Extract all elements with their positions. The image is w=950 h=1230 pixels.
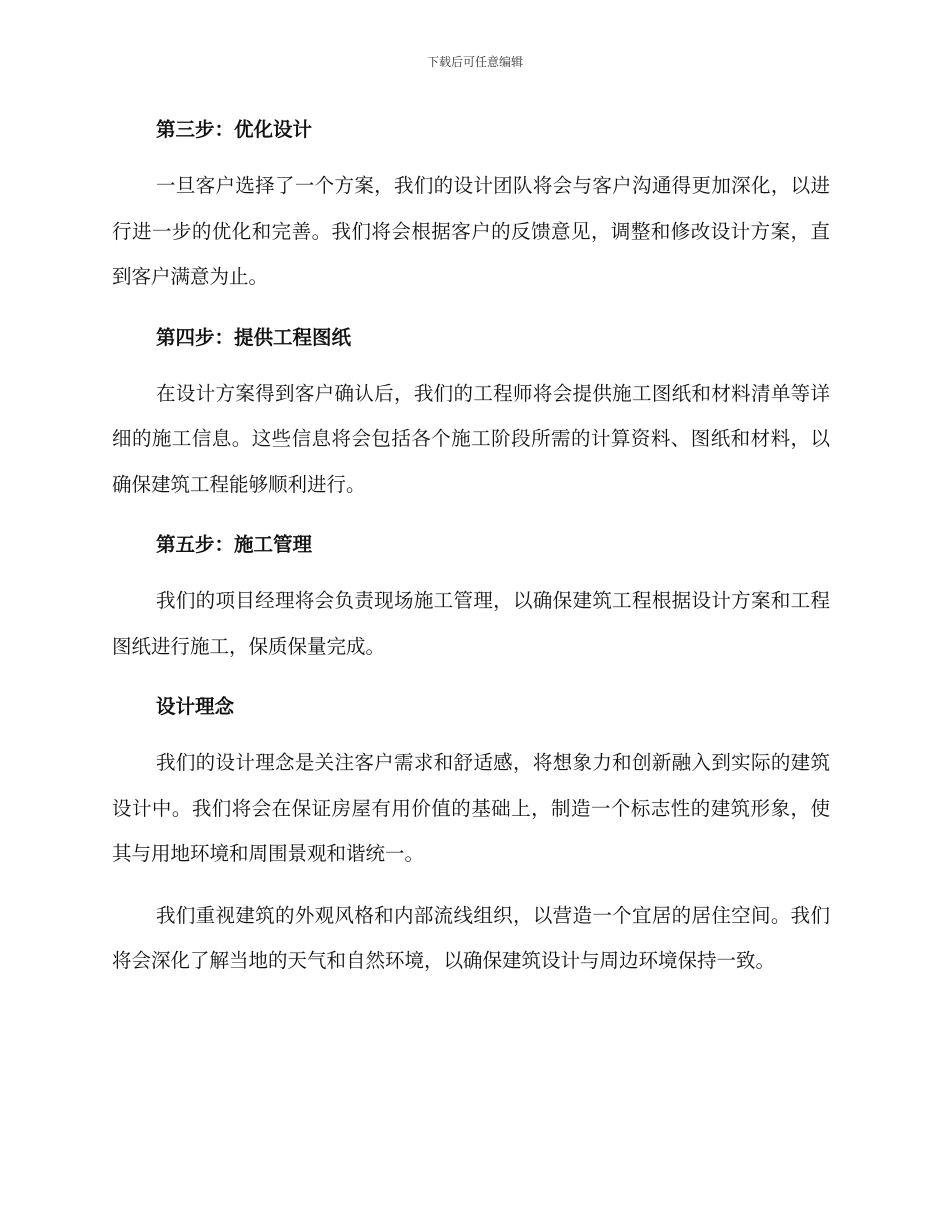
paragraph: 在设计方案得到客户确认后，我们的工程师将会提供施工图纸和材料清单等详细的施工信息。这些信息将会包括各个施工阶段所需的计算资料、图纸和材料，以确保建筑工程能够顺利进行。 (112, 381, 830, 496)
paragraph: 我们的设计理念是关注客户需求和舒适感，将想象力和创新融入到实际的建筑设计中。我们将会在保证房屋有用价值的基础上，制造一个标志性的建筑形象，使其与用地环境和周围景观和谐统一。 (112, 751, 830, 865)
paragraph: 我们的项目经理将会负责现场施工管理，以确保建筑工程根据设计方案和工程图纸进行施工，保质保量完成。 (112, 589, 830, 658)
section-heading-step-5: 第五步：施工管理 (156, 533, 313, 556)
header-note: 下载后可任意编辑 (426, 55, 523, 69)
section-heading-step-3: 第三步：优化设计 (156, 118, 313, 141)
section-heading-design-concept: 设计理念 (156, 695, 235, 718)
document-body (112, 108, 830, 984)
paragraph: 我们重视建筑的外观风格和内部流线组织，以营造一个宜居的居住空间。我们将会深化了解当地的天气和自然环境，以确保建筑设计与周边环境保持一致。 (112, 903, 830, 972)
section-heading-step-4: 第四步：提供工程图纸 (156, 325, 352, 349)
paragraph: 一旦客户选择了一个方案，我们的设计团队将会与客户沟通得更加深化，以进行进一步的优化和完善。我们将会根据客户的反馈意见，调整和修改设计方案，直到客户满意为止。 (112, 174, 830, 288)
